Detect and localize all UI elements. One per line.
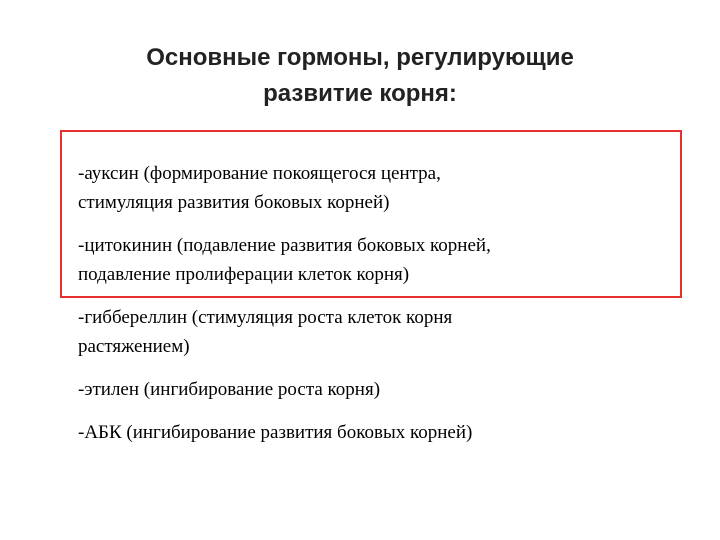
title-line-2: развитие корня:	[263, 80, 457, 107]
hormone-list	[78, 159, 644, 447]
list-item-auxin	[78, 159, 644, 217]
title-line-1: Основные гормоны, регулирующие	[146, 44, 574, 71]
list-item-gibberellin	[78, 303, 644, 361]
list-item-aba	[78, 418, 644, 447]
list-item-line: -цитокинин (подавление развития боковых корней,	[78, 235, 491, 256]
list-item-line: стимуляция развития боковых корней)	[78, 192, 390, 213]
slide-title	[60, 40, 660, 112]
list-item-line: -ауксин (формирование покоящегося центра,	[78, 163, 441, 184]
list-item-line: -этилен (ингибирование роста корня)	[78, 379, 381, 400]
list-item-line: растяжением)	[78, 336, 190, 357]
list-item-line: -гиббереллин (стимуляция роста клеток корня	[78, 307, 453, 328]
list-item-ethylene	[78, 375, 644, 404]
list-item-cytokinin	[78, 231, 644, 289]
list-item-line: -АБК (ингибирование развития боковых корней)	[78, 422, 473, 443]
list-item-line: подавление пролиферации клеток корня)	[78, 264, 410, 285]
